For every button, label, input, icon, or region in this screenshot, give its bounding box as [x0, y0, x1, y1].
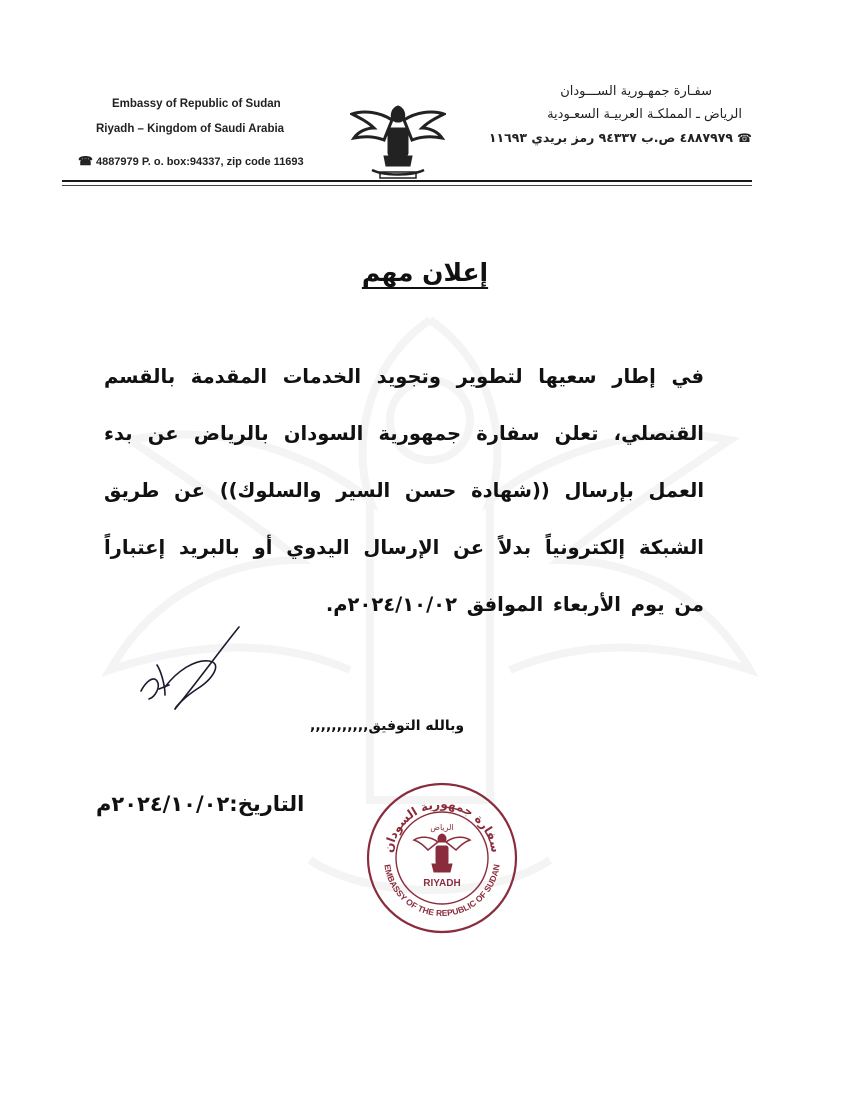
contact-text-en: 4887979 P. o. box:94337, zip code 11693	[95, 156, 304, 168]
embassy-name-en: Embassy of Republic of Sudan	[112, 98, 281, 110]
telephone-icon: ☎	[737, 131, 752, 145]
document-date: التاريخ:٢٠٢٤/١٠/٠٢م	[96, 792, 305, 816]
contact-text-ar: ٤٨٨٧٩٧٩ ص.ب ٩٤٣٣٧ رمز بريدي ١١٦٩٣	[488, 130, 734, 145]
closing-phrase: وبالله التوفيق,,,,,,,,,,,	[310, 718, 465, 734]
embassy-seal-stamp	[362, 778, 522, 938]
embassy-location-en: Riyadh – Kingdom of Saudi Arabia	[96, 123, 285, 135]
embassy-name-ar: سفـارة جمهـورية الســـودان	[560, 84, 712, 99]
header-divider	[62, 180, 752, 182]
embassy-location-ar: الرياض ـ المملكـة العربيـة السعـودية	[547, 107, 742, 122]
svg-text:الرياض: الرياض	[430, 823, 454, 832]
embassy-contact-ar	[489, 130, 752, 145]
svg-text:سفارة جمهورية السودان: سفارة جمهورية السودان	[381, 796, 503, 854]
telephone-icon: ☎	[78, 154, 93, 168]
embassy-contact-en	[78, 154, 304, 168]
handwritten-signature	[135, 625, 245, 715]
sudan-emblem-icon	[350, 100, 446, 182]
announcement-title: إعلان مهم	[361, 258, 489, 287]
svg-text:RIYADH: RIYADH	[423, 878, 461, 889]
header-divider-thin	[62, 185, 752, 186]
announcement-body: في إطار سعيها لتطوير وتجويد الخدمات المقدمة بالقسم القنصلي، تعلن سفارة جمهورية السودان بالرياض عن بدء العمل بإرسال ((شهادة حسن السير والسلوك)) عن طريق الشبكة إلكترونياً بدلاً عن الإرسال اليدوي أو بالبريد إعتباراً من يوم الأربعاء الموافق ٢٠٢٤/١٠/٠٢م.	[104, 365, 704, 616]
svg-text:EMBASSY OF THE REPUBLIC OF SUD: EMBASSY OF THE REPUBLIC OF SUDAN	[382, 863, 502, 919]
